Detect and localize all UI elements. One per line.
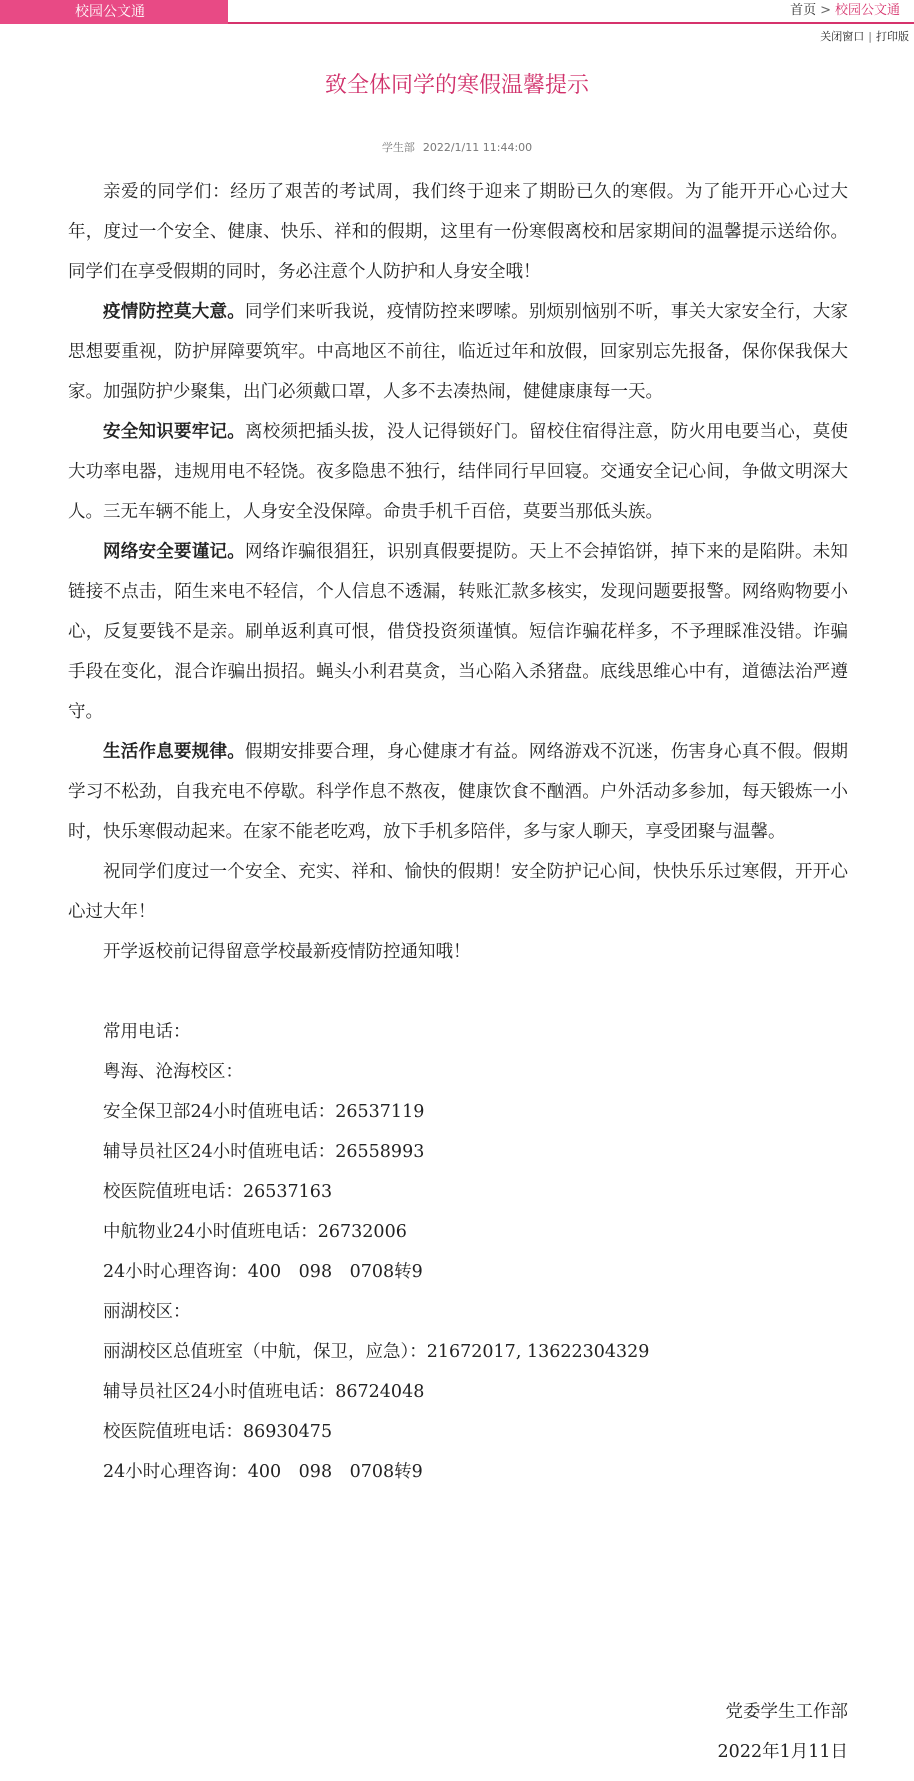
section-text: 假期安排要合理，身心健康才有益。网络游戏不沉迷，伤害身心真不假。假期学习不松劲，自我充电不停歇。科学作息不熬夜，健康饮食不酗酒。户外活动多参加，每天锻炼一小时，快乐寒假动起来。在家不能老吃鸡，放下手机多陪伴，多与家人聊天，享受团聚与温馨。 <box>68 742 848 842</box>
print-version-link[interactable]: 打印版 <box>876 30 909 43</box>
phones-title: 常用电话： <box>103 1022 191 1042</box>
campus-heading: 丽湖校区： <box>103 1302 191 1322</box>
blank-line <box>68 972 848 1012</box>
section-lifestyle <box>68 732 848 852</box>
breadcrumb-home-link[interactable]: 首页 <box>790 3 817 18</box>
page-title: 致全体同学的寒假温馨提示 <box>324 73 589 98</box>
article-body <box>68 172 848 1492</box>
section-safety <box>68 412 848 532</box>
signature-date: 2022年1月11日 <box>717 1742 848 1762</box>
section-text: 离校须把插头拔，没人记得锁好门。留校住宿得注意，防火用电要当心，莫使大功率电器，违规用电不轻饶。夜多隐患不独行，结伴同行早回寝。交通安全记心间，争做文明深大人。三无车辆不能上，人身安全没保障。命贵手机千百倍，莫要当那低头族。 <box>68 422 848 522</box>
article-datetime: 2022/1/11 11:44:00 <box>422 141 533 154</box>
reminder-paragraph: 开学返校前记得留意学校最新疫情防控通知哦！ <box>103 942 471 962</box>
section-heading: 疫情防控莫大意。 <box>103 302 245 322</box>
phone-line: 丽湖校区总值班室（中航，保卫，应急）：21672017, 13622304329 <box>103 1342 650 1362</box>
phone-line: 24小时心理咨询：400 098 0708转9 <box>103 1262 423 1282</box>
tools-divider: | <box>868 30 872 43</box>
section-text: 同学们来听我说，疫情防控来啰嗦。别烦别恼别不听，事关大家安全行，大家思想要重视，防护屏障要筑牢。中高地区不前往，临近过年和放假，回家别忘先报备，保你保我保大家。加强防护少聚集，出门必须戴口罩，人多不去凑热闹，健健康康每一天。 <box>68 302 848 402</box>
site-title-tab[interactable]: 校园公文通 <box>0 0 228 24</box>
phone-line: 校医院值班电话：26537163 <box>103 1182 333 1202</box>
breadcrumb <box>790 0 900 22</box>
signature-block <box>718 1692 848 1772</box>
section-heading: 安全知识要牢记。 <box>103 422 245 442</box>
page-tools <box>820 28 909 44</box>
intro-paragraph: 亲爱的同学们：经历了艰苦的考试周，我们终于迎来了期盼已久的寒假。为了能开开心心过大年，度过一个安全、健康、快乐、祥和的假期，这里有一份寒假离校和居家期间的温馨提示送给你。同学们在享受假期的同时，务必注意个人防护和人身安全哦！ <box>68 182 848 282</box>
article-meta <box>0 139 914 155</box>
breadcrumb-separator: > <box>820 3 831 18</box>
section-text: 网络诈骗很猖狂，识别真假要提防。天上不会掉馅饼，掉下来的是陷阱。未知链接不点击，陌生来电不轻信，个人信息不透漏，转账汇款多核实，发现问题要报警。网络购物要小心，反复要钱不是亲。刷单返利真可恨，借贷投资须谨慎。短信诈骗花样多，不予理睬准没错。诈骗手段在变化，混合诈骗出损招。蝇头小利君莫贪，当心陷入杀猪盘。底线思维心中有，道德法治严遵守。 <box>68 542 848 722</box>
campus-heading: 粤海、沧海校区： <box>103 1062 243 1082</box>
phone-line: 24小时心理咨询：400 098 0708转9 <box>103 1462 423 1482</box>
article-department: 学生部 <box>381 141 415 154</box>
phone-line: 辅导员社区24小时值班电话：26558993 <box>103 1142 425 1162</box>
signature-org: 党委学生工作部 <box>725 1702 848 1722</box>
wish-paragraph: 祝同学们度过一个安全、充实、祥和、愉快的假期！安全防护记心间，快快乐乐过寒假，开开心心过大年！ <box>68 862 848 922</box>
phone-line: 校医院值班电话：86930475 <box>103 1422 333 1442</box>
close-window-link[interactable]: 关闭窗口 <box>820 30 865 43</box>
section-heading: 网络安全要谨记。 <box>103 542 245 562</box>
section-network <box>68 532 848 732</box>
phone-line: 中航物业24小时值班电话：26732006 <box>103 1222 407 1242</box>
top-bar <box>0 0 914 24</box>
phone-line: 辅导员社区24小时值班电话：86724048 <box>103 1382 425 1402</box>
section-pandemic <box>68 292 848 412</box>
section-heading: 生活作息要规律。 <box>103 742 245 762</box>
phone-line: 安全保卫部24小时值班电话：26537119 <box>103 1102 425 1122</box>
breadcrumb-current-link[interactable]: 校园公文通 <box>834 3 900 18</box>
